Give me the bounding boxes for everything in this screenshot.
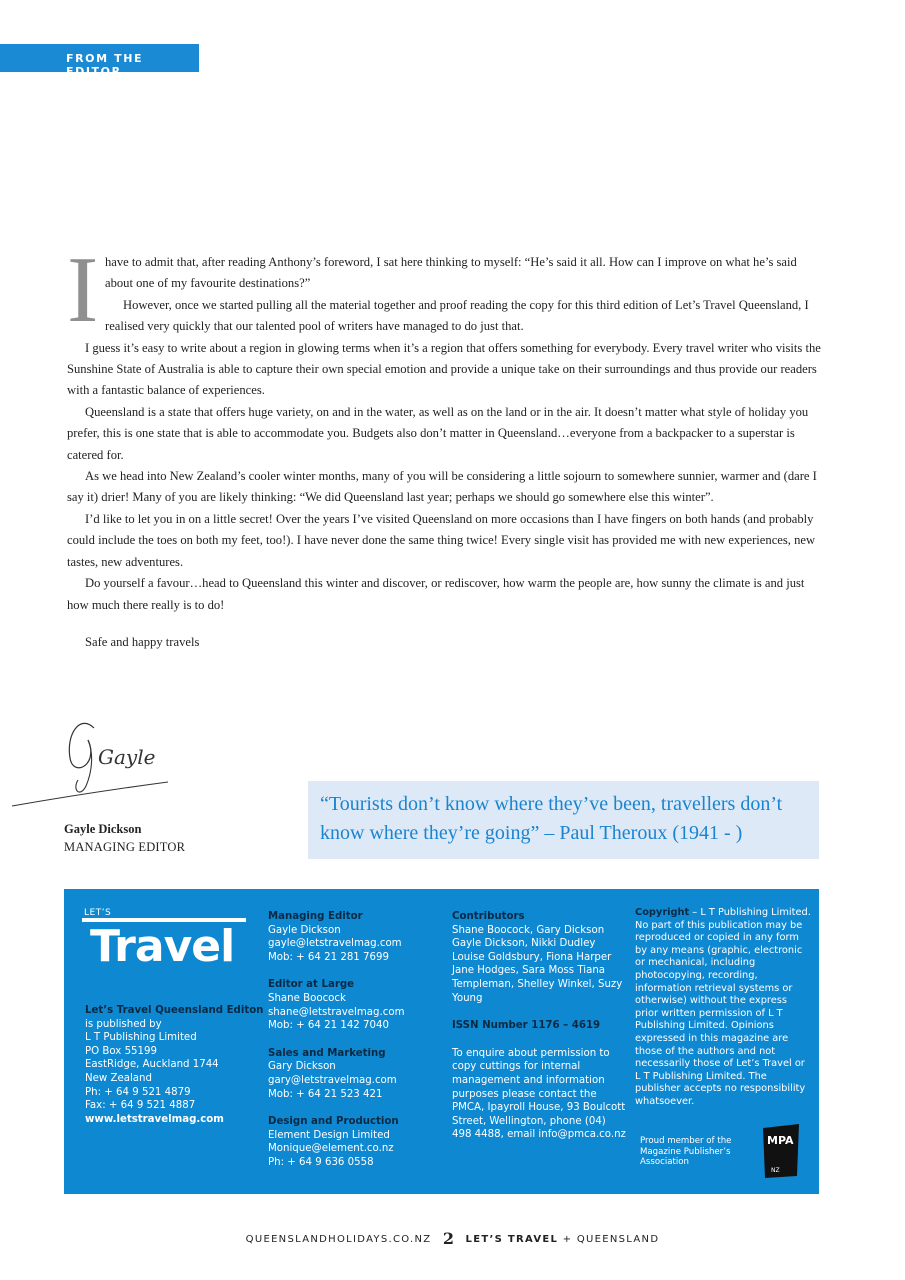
managing-editor-block xyxy=(268,910,443,964)
signature-role: MANAGING EDITOR xyxy=(64,840,186,854)
paragraph-6: Do yourself a favour…head to Queensland this winter and discover, or rediscover, how warm the people are, how sunny the climate is and just how much there really is to do! xyxy=(67,576,805,612)
paragraph-1-part-1: have to admit that, after reading Anthony’s foreword, I sat here thinking to myself: “He’s said it all. How can I improve on what he’s said about one of my favourite destinations?” xyxy=(105,255,797,291)
logo-small-text: LET’S xyxy=(84,908,112,918)
staff-phone: Mob: + 64 21 142 7040 xyxy=(268,1020,389,1032)
paragraph-1 xyxy=(67,238,823,342)
issn-number: ISSN Number 1176 – 4619 xyxy=(452,1020,601,1032)
pull-quote: “Tourists don’t know where they’ve been, travellers don’t know where they’re going” – Paul Theroux (1941 - ) xyxy=(308,781,819,859)
permission-text: To enquire about permission to copy cuttings for internal management and information purposes please contact the PMCA, Ipayroll House, 93 Boulcott Street, Wellington, phone (04) 498 4488, email info@pmca.co.nz xyxy=(452,1047,626,1141)
publisher-column xyxy=(85,1004,270,1126)
mpa-label: MPA xyxy=(767,1134,794,1147)
staff-email[interactable]: shane@letstravelmag.com xyxy=(268,1006,405,1018)
website-link[interactable]: www.letstravelmag.com xyxy=(85,1113,224,1125)
publisher-line: New Zealand xyxy=(85,1072,152,1084)
mpa-membership-text: Proud member of the Magazine Publisher’s Association xyxy=(640,1136,732,1168)
signoff: Safe and happy travels xyxy=(85,634,200,649)
paragraph-1-part-2: However, once we started pulling all the material together and proof reading the copy for this third edition of Let’s Travel Queensland, I realised very quickly that our talented pool of writers have managed to do just that. xyxy=(105,297,809,334)
paragraph-4: As we head into New Zealand’s cooler winter months, many of you will be considering a little sojourn to somewhere sunnier, warmer and (dare I say it) drier! Many of you are likely thinking: “We did Queensland last year; perhaps we should go somewhere else this winter”. xyxy=(67,469,817,505)
lets-travel-logo xyxy=(82,905,246,965)
staff-name: Gary Dickson xyxy=(268,1061,336,1073)
page-footer xyxy=(0,1229,905,1248)
staff-title: Editor at Large xyxy=(268,979,355,991)
section-tag: FROM THE EDITOR xyxy=(0,44,199,72)
staff-email[interactable]: gayle@letstravelmag.com xyxy=(268,938,402,950)
staff-title: Managing Editor xyxy=(268,911,363,922)
sales-block xyxy=(268,1047,443,1101)
staff-title: Design and Production xyxy=(268,1116,399,1128)
editor-at-large-block xyxy=(268,978,443,1032)
publisher-line: is published by xyxy=(85,1018,162,1030)
paragraph-3: Queensland is a state that offers huge variety, on and in the water, as well as on the land or in the air. It doesn’t matter what style of holiday you prefer, this is one state that is able to accommodate you. Budgets also don’t matter in Queensland…everyone from a backpacker to a superstar is catered for. xyxy=(67,404,809,462)
paragraph-2: I guess it’s easy to write about a region in glowing terms when it’s a region that offers something for everybody. Every travel writer who visits the Sunshine State of Australia is able to capture their own special emotion and provide a unique take on their surroundings and thus provide our readers with a fantastic balance of experiences. xyxy=(67,340,821,398)
masthead-box xyxy=(64,889,819,1194)
staff-name: Element Design Limited xyxy=(268,1129,390,1141)
footer-site: QUEENSLANDHOLIDAYS.CO.NZ xyxy=(245,1234,432,1245)
footer-region: QUEENSLAND xyxy=(576,1234,660,1245)
contributors-title: Contributors xyxy=(452,911,525,922)
publisher-line: Fax: + 64 9 521 4887 xyxy=(85,1100,196,1112)
footer-separator: + xyxy=(562,1234,573,1245)
staff-column xyxy=(268,910,443,1184)
mpa-logo xyxy=(761,1124,801,1178)
publisher-line: EastRidge, Auckland 1744 xyxy=(85,1059,219,1071)
contributors-list: Shane Boocock, Gary Dickson Gayle Dickson, Nikki Dudley Louise Goldsbury, Fiona Harper Jane Hodges, Sara Moss Tiana Templeman, Shelley Winkel, Suzy Young xyxy=(452,924,623,1004)
publisher-line: Ph: + 64 9 521 4879 xyxy=(85,1086,191,1098)
signature-name: Gayle Dickson xyxy=(64,822,142,836)
contributors-block xyxy=(452,910,628,1005)
staff-email[interactable]: gary@letstravelmag.com xyxy=(268,1074,397,1086)
staff-phone: Ph: + 64 9 636 0558 xyxy=(268,1156,374,1168)
editorial-article xyxy=(67,238,823,653)
publisher-line: L T Publishing Limited xyxy=(85,1032,197,1044)
copyright-title: Copyright xyxy=(635,907,690,918)
copyright-text: – L T Publishing Limited. No part of this publication may be reproduced or copied in any form by any means (graphic, electronic or mechanical, including photocopying, recording, information retrieval systems or otherwise) without the express prior written permission of L T Publishing Limited. Opinions expressed in this magazine are those of the authors and not necessarily those of Let’s Travel or L T Publishing Limited. The publisher accepts no responsibility whatsoever. xyxy=(635,907,811,1107)
logo-big-text: Travel xyxy=(90,921,235,965)
publisher-line: PO Box 55199 xyxy=(85,1045,157,1057)
staff-email[interactable]: Monique@element.co.nz xyxy=(268,1143,394,1155)
staff-phone: Mob: + 64 21 281 7699 xyxy=(268,951,389,963)
mpa-country: NZ xyxy=(771,1167,780,1174)
staff-phone: Mob: + 64 21 523 421 xyxy=(268,1088,383,1100)
design-block xyxy=(268,1115,443,1169)
signature-script: Gayle xyxy=(98,745,156,769)
contributors-column xyxy=(452,910,628,1142)
signature-image xyxy=(8,710,178,810)
copyright-column xyxy=(635,907,813,1109)
staff-title: Sales and Marketing xyxy=(268,1047,386,1059)
publisher-title: Let’s Travel Queensland Editon xyxy=(85,1005,264,1016)
staff-name: Gayle Dickson xyxy=(268,924,341,936)
drop-cap: I xyxy=(67,238,99,342)
page-number: 2 xyxy=(442,1229,455,1248)
footer-brand: LET’S TRAVEL xyxy=(465,1234,559,1245)
paragraph-5: I’d like to let you in on a little secret! Over the years I’ve visited Queensland on more occasions than I have fingers on both hands (and probably could include the toes on both my feet, too!). I have never done the same thing twice! Every single visit has provided me with new experiences, new tastes, new adventures. xyxy=(67,511,816,569)
staff-name: Shane Boocock xyxy=(268,992,346,1004)
